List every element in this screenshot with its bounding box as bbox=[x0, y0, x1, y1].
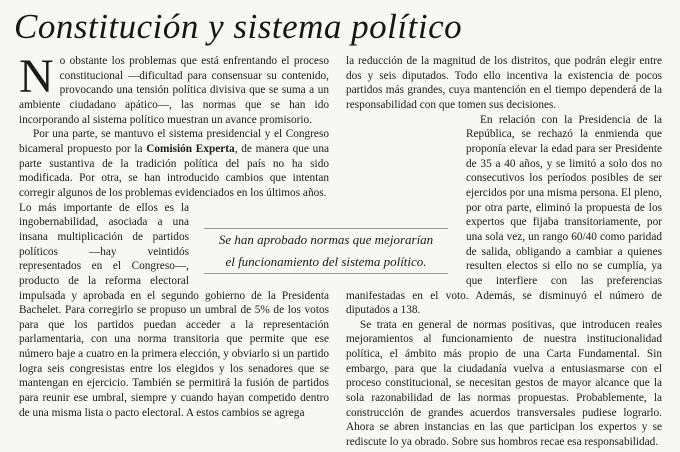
paragraph-2 bbox=[19, 127, 329, 200]
paragraph-5 bbox=[346, 113, 662, 318]
paragraph-6: Se trata en general de normas positivas, que introducen reales mejoramientos al funcionamiento de nuestra institucionalidad política, el ámbito más propio de una Carta Fundamental. Sin embargo, para que la ciudadanía vuelva a entusiasmarse con el proceso constitucional, se necesitan gestos de mayor alcance que la sola razonabilidad de las normas propuestas. Probablemente, la construcción de grandes acuerdos transversales pudiese lograrlo. Ahora se abren instancias en las que participan los expertos y se rediscute lo ya obrado. Sobre sus hombros recae esa responsabilidad. bbox=[346, 318, 662, 449]
drop-cap: N bbox=[19, 50, 54, 103]
pull-quote-bottom-rule bbox=[204, 273, 448, 274]
pull-quote-line-2: el funcionamiento del sistema político. bbox=[225, 254, 427, 269]
paragraph-3-text: Lo más importante de ellos es la ingobernabilidad, asociada a una insana multiplicación de partidos políticos —hay veintidós representados en el Congreso—, producto de la reforma electoral impulsada y aprobada en el segundo gobierno de la Presidenta Bachelet. Para corregirlo se propuso un umbral de 5% de los votos para que los partidos puedan acceder a la representación parlamentaria, con una norma transitoria que permite que ese número baje a cuatro en la primera elección, y obviarlo si un partido logra seis congresistas entre los elegidos y los senadores que se mantengan en ejercicio. También se permitirá la fusión de partidos para reunir ese umbral, siempre y cuando hayan competido dentro de una misma lista o pacto electoral. A estos cambios se agrega bbox=[19, 201, 329, 419]
headline: Constitución y sistema político bbox=[14, 7, 463, 46]
paragraph-1-text: o obstante los problemas que está enfrentando el proceso constitucional —dificultad para consensuar su contenido, provocando una tensión política divisiva que se suma a un ambiente ciudadano apático—, las normas que se han ido incorporando al sistema político muestran un avance promisorio. bbox=[19, 55, 329, 126]
paragraph-4: la reducción de la magnitud de los distritos, que podrán elegir entre dos y seis diputados. Todo ello incentiva la existencia de pocos partidos más grandes, cuya mantención en el tiempo dependerá de la responsabilidad con que tomen sus decisiones. bbox=[346, 55, 662, 111]
pull-quote-line-1: Se han aprobado normas que mejorarían bbox=[218, 232, 434, 247]
paragraph-5-text: En relación con la Presidencia de la República, se rechazó la enmienda que proponía elevar la edad para ser Presidente de 35 a 40 años, y se limitó a solo dos no consecutivos los períodos posibles de ser ejercidos por una misma persona. El pleno, por otra parte, eliminó la propuesta de los expertos que fijaba transitoriamente, por una sola vez, un rango 60/40 como paridad de salida, obligando a cambiar a quienes resulten electos si ello no se cumplía, ya que interfiere con las preferencias manifestadas en el voto. Además, se disminuyó el número de diputados a 138. bbox=[346, 113, 662, 317]
paragraph-1 bbox=[19, 50, 329, 127]
paragraph-2-text-a: Por una parte, se mantuvo el sistema presidencial y el Congreso bicameral propuesto por la bbox=[19, 128, 329, 155]
pull-quote bbox=[190, 225, 462, 277]
paragraph-2-text-b: , de manera que una parte sustantiva de la tradición política del país no ha sido modificada. Por otra, se han introducido cambios que intentan corregir algunos de los problemas evidenciados en los últimos años. bbox=[19, 142, 329, 199]
bold-commission-expert: Comisión Experta bbox=[146, 142, 235, 155]
